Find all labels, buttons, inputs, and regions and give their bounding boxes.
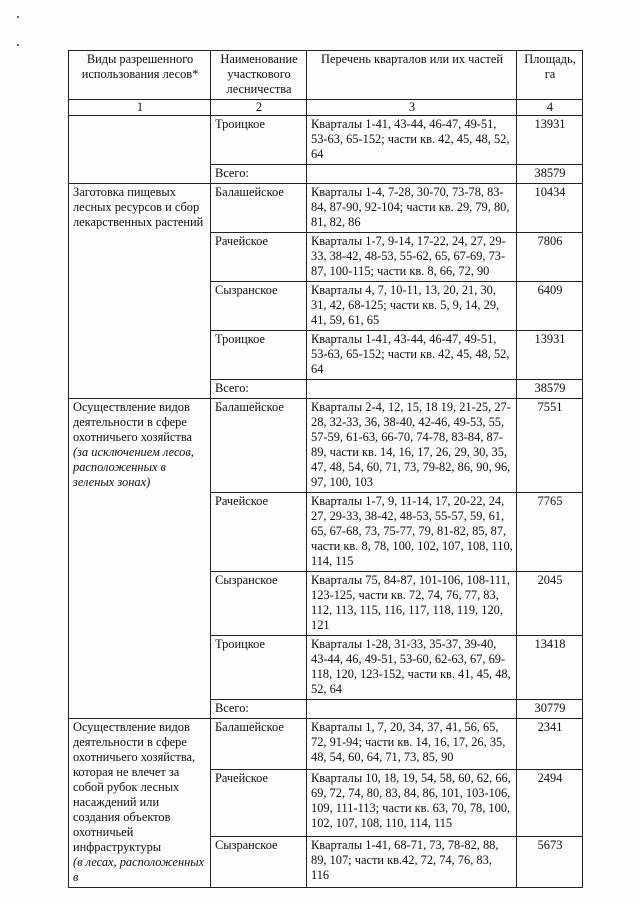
usage-category-cell [69, 399, 211, 719]
area-cell: 10434 [517, 184, 583, 233]
forestry-name-cell: Троицкое [211, 636, 307, 700]
scan-speck [17, 16, 19, 18]
forest-use-table [68, 50, 583, 888]
area-cell: 7806 [517, 233, 583, 282]
table-row [69, 399, 583, 493]
forestry-name-cell: Сызранское [211, 282, 307, 331]
area-cell: 2494 [517, 770, 583, 837]
total-area-value: 38579 [517, 165, 583, 184]
forestry-name-cell: Рачейское [211, 233, 307, 282]
quarters-list-cell: Кварталы 1-4, 7-28, 30-70, 73-78, 83-84, 87-90, 92-104; части кв. 29, 79, 80, 81, 82, 86 [307, 184, 517, 233]
total-empty-cell [307, 700, 517, 719]
area-cell: 5673 [517, 836, 583, 887]
area-cell: 13418 [517, 636, 583, 700]
forestry-name-cell: Балашейское [211, 719, 307, 770]
quarters-list-cell: Кварталы 1-41, 43-44, 46-47, 49-51, 53-63, 65-152; части кв. 42, 45, 48, 52, 64 [307, 116, 517, 165]
total-label: Всего: [211, 380, 307, 399]
area-cell: 13931 [517, 331, 583, 380]
usage-category-note: (в лесах, расположенных в [73, 855, 205, 884]
total-empty-cell [307, 380, 517, 399]
quarters-list-cell: Кварталы 75, 84-87, 101-106, 108-111, 123-125, части кв. 72, 74, 76, 77, 83, 112, 113, 115, 116, 117, 118, 119, 120, 121 [307, 572, 517, 636]
table-row [69, 184, 583, 233]
quarters-list-cell: Кварталы 2-4, 12, 15, 18 19, 21-25, 27-28, 32-33, 36, 38-40, 42-46, 49-53, 55, 57-59, 61-63, 66-70, 74-78, 83-84, 87-89, части кв. 14, 16, 17, 26, 29, 30, 35, 47, 48, 54, 60, 71, 73, 79-82, 86, 90, 96, 97, 100, 103 [307, 399, 517, 493]
area-cell: 7551 [517, 399, 583, 493]
scan-speck [17, 44, 19, 46]
area-cell: 13931 [517, 116, 583, 165]
table-header-row [69, 51, 583, 100]
table-row [69, 719, 583, 770]
usage-category-text: Осуществление видов деятельности в сфере охотничьего хозяйства, которая не влечет за собой рубок лесных насаждений или создания объектов охотничьей инфраструктуры [73, 720, 196, 854]
header-area: Площадь, га [517, 51, 583, 100]
quarters-list-cell: Кварталы 1-28, 31-33, 35-37, 39-40, 43-44, 46, 49-51, 53-60, 62-63, 67, 69-118, 120, 123-152, части кв. 41, 45, 48, 52, 64 [307, 636, 517, 700]
forestry-name-cell: Сызранское [211, 836, 307, 887]
area-cell: 6409 [517, 282, 583, 331]
usage-category-cell [69, 184, 211, 399]
forestry-name-cell: Троицкое [211, 116, 307, 165]
header-quarters-list: Перечень кварталов или их частей [307, 51, 517, 100]
table-row [69, 116, 583, 165]
total-label: Всего: [211, 700, 307, 719]
quarters-list-cell: Кварталы 1, 7, 20, 34, 37, 41, 56, 65, 72, 91-94; части кв. 14, 16, 17, 26, 35, 48, 54, 60, 64, 71, 73, 85, 90 [307, 719, 517, 770]
header-forestry-name: Наименование участкового лесничества [211, 51, 307, 100]
table-body [69, 116, 583, 888]
quarters-list-cell: Кварталы 4, 7, 10-11, 13, 20, 21, 30, 31, 42, 68-125; части кв. 5, 9, 14, 29, 41, 59, 61, 65 [307, 282, 517, 331]
total-area-value: 30779 [517, 700, 583, 719]
usage-category-cell [69, 116, 211, 184]
usage-category-cell [69, 719, 211, 888]
column-number: 1 [69, 100, 211, 116]
usage-category-note: (за исключением лесов, расположенных в зеленых зонах) [73, 445, 194, 489]
quarters-list-cell: Кварталы 1-7, 9, 11-14, 17, 20-22, 24, 27, 29-33, 38-42, 48-53, 55-57, 59, 61, 65, 67-68, 73, 75-77, 79, 81-82, 85, 87, части кв. 8, 78, 100, 102, 107, 108, 110, 114, 115 [307, 493, 517, 572]
column-number: 3 [307, 100, 517, 116]
header-usage-type: Виды разрешенного использования лесов* [69, 51, 211, 100]
usage-category-text: Осуществление видов деятельности в сфере охотничьего хозяйства [73, 400, 193, 444]
forestry-name-cell: Рачейское [211, 770, 307, 837]
total-label: Всего: [211, 165, 307, 184]
forestry-name-cell: Троицкое [211, 331, 307, 380]
total-empty-cell [307, 165, 517, 184]
quarters-list-cell: Кварталы 10, 18, 19, 54, 58, 60, 62, 66, 69, 72, 74, 80, 83, 84, 86, 101, 103-106, 109, 111-113; части кв. 63, 70, 78, 100, 102, 107, 108, 110, 114, 115 [307, 770, 517, 837]
area-cell: 2045 [517, 572, 583, 636]
area-cell: 7765 [517, 493, 583, 572]
column-number: 2 [211, 100, 307, 116]
column-number-row [69, 100, 583, 116]
quarters-list-cell: Кварталы 1-7, 9-14, 17-22, 24, 27, 29-33, 38-42, 48-53, 55-62, 65, 67-69, 73-87, 100-115; части кв. 8, 66, 72, 90 [307, 233, 517, 282]
area-cell: 2341 [517, 719, 583, 770]
total-area-value: 38579 [517, 380, 583, 399]
usage-category-text: Заготовка пищевых лесных ресурсов и сбор лекарственных растений [73, 185, 204, 229]
quarters-list-cell: Кварталы 1-41, 68-71, 73, 78-82, 88, 89, 107; части кв.42, 72, 74, 76, 83, 116 [307, 836, 517, 887]
forestry-name-cell: Рачейское [211, 493, 307, 572]
forestry-name-cell: Сызранское [211, 572, 307, 636]
column-number: 4 [517, 100, 583, 116]
forestry-name-cell: Балашейское [211, 184, 307, 233]
forestry-name-cell: Балашейское [211, 399, 307, 493]
quarters-list-cell: Кварталы 1-41, 43-44, 46-47, 49-51, 53-63, 65-152; части кв. 42, 45, 48, 52, 64 [307, 331, 517, 380]
